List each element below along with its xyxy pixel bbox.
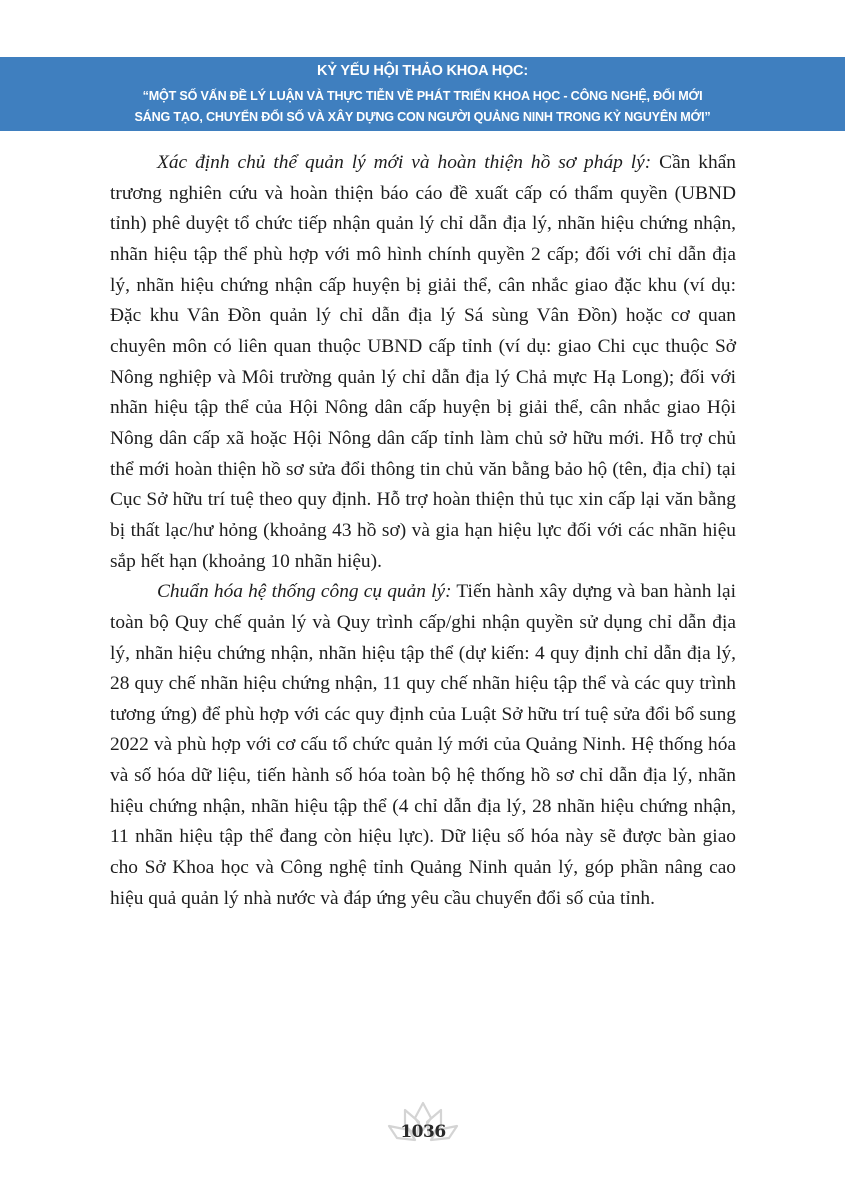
- body-text: [110, 148, 736, 914]
- header-subtitle-line-1: “MỘT SỐ VẤN ĐỀ LÝ LUẬN VÀ THỰC TIỄN VỀ PHÁT TRIỂN KHOA HỌC - CÔNG NGHỆ, ĐỔI MỚI: [142, 89, 703, 103]
- paragraph-lead-heading: Xác định chủ thể quản lý mới và hoàn thiện hồ sơ pháp lý:: [157, 152, 652, 173]
- page-footer: [385, 1100, 461, 1150]
- paragraph-lead-heading: Chuẩn hóa hệ thống công cụ quản lý:: [157, 581, 452, 603]
- page-number: 1036: [400, 1122, 446, 1142]
- paragraph: [110, 148, 736, 577]
- header-title: KỶ YẾU HỘI THẢO KHOA HỌC:: [317, 63, 528, 79]
- header-subtitle-line-2: SÁNG TẠO, CHUYỂN ĐỔI SỐ VÀ XÂY DỰNG CON NGƯỜI QUẢNG NINH TRONG KỶ NGUYÊN MỚI”: [134, 110, 711, 124]
- paragraph-text: Cần khẩn trương nghiên cứu và hoàn thiện báo cáo đề xuất cấp có thẩm quyền (UBND tỉnh) phê duyệt tổ chức tiếp nhận quản lý chỉ dẫn địa lý, nhãn hiệu chứng nhận, nhãn hiệu tập thể phù hợp với mô hình chính quyền 2 cấp; đối với chỉ dẫn địa lý, nhãn hiệu chứng nhận cấp huyện bị giải thể, cân nhắc giao đặc khu (ví dụ: Đặc khu Vân Đồn quản lý chỉ dẫn địa lý Sá sùng Vân Đồn) hoặc cơ quan chuyên môn có liên quan thuộc UBND cấp tỉnh (ví dụ: giao Chi cục thuộc Sở Nông nghiệp và Môi trường quản lý chỉ dẫn địa lý Chả mực Hạ Long); đối với nhãn hiệu tập thể của Hội Nông dân cấp huyện bị giải thể, cân nhắc giao Hội Nông dân cấp xã hoặc Hội Nông dân cấp tỉnh làm chủ sở hữu mới. Hỗ trợ chủ thể mới hoàn thiện hồ sơ sửa đổi thông tin chủ văn bằng bảo hộ (tên, địa chỉ) tại Cục Sở hữu trí tuệ theo quy định. Hỗ trợ hoàn thiện thủ tục xin cấp lại văn bằng bị thất lạc/hư hỏng (khoảng 43 hồ sơ) và gia hạn hiệu lực đối với các nhãn hiệu sắp hết hạn (khoảng 10 nhãn hiệu).: [110, 152, 736, 572]
- running-header: [0, 57, 845, 131]
- paragraph-text: Tiến hành xây dựng và ban hành lại toàn bộ Quy chế quản lý và Quy trình cấp/ghi nhận quyền sử dụng chỉ dẫn địa lý, nhãn hiệu chứng nhận, nhãn hiệu tập thể (dự kiến: 4 quy định chỉ dẫn địa lý, 28 quy chế nhãn hiệu chứng nhận, 11 quy chế nhãn hiệu tập thể và các quy trình tương ứng) để phù hợp với các quy định của Luật Sở hữu trí tuệ sửa đổi bổ sung 2022 và phù hợp với cơ cấu tổ chức quản lý mới của Quảng Ninh. Hệ thống hóa và số hóa dữ liệu, tiến hành số hóa toàn bộ hệ thống hồ sơ chỉ dẫn địa lý, nhãn hiệu chứng nhận, nhãn hiệu tập thể (4 chỉ dẫn địa lý, 28 nhãn hiệu chứng nhận, 11 nhãn hiệu tập thể đang còn hiệu lực). Dữ liệu số hóa này sẽ được bàn giao cho Sở Khoa học và Công nghệ tỉnh Quảng Ninh quản lý, góp phần nâng cao hiệu quả quản lý nhà nước và đáp ứng yêu cầu chuyển đổi số của tỉnh.: [110, 581, 736, 909]
- paragraph: [110, 577, 736, 914]
